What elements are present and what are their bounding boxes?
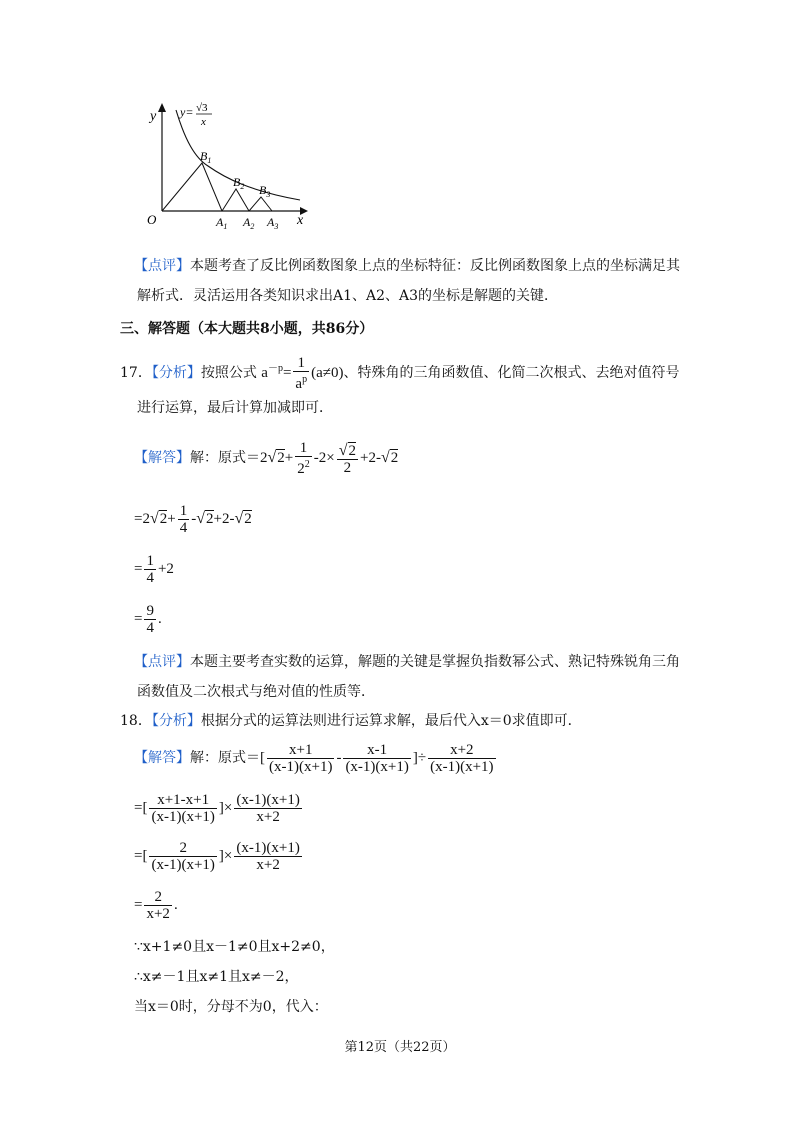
- label-B1: $B_1$: [200, 149, 212, 165]
- answer-tag: 【解答】: [134, 449, 190, 466]
- q17-comment-line1: [134, 652, 680, 672]
- label-A2: $A_2$: [243, 215, 255, 231]
- q16-comment-line2: [137, 286, 558, 306]
- answer-tag: 【解答】: [134, 749, 190, 766]
- section-heading: 三、解答题（本大题共8小题，共86分）: [120, 321, 374, 337]
- inverse-proportion-graph: [140, 100, 310, 235]
- q18-condition1: ∵x+1≠0且x－1≠0且x+2≠0，: [134, 939, 335, 955]
- answer-lead: 解：原式＝: [190, 749, 260, 766]
- q17-comment-line2: 函数值及二次根式与绝对值的性质等．: [137, 684, 375, 700]
- q18-condition2: ∴x≠－1且x≠1且x≠－2，: [134, 969, 299, 985]
- func-sqrt: √3: [196, 102, 208, 114]
- y-axis-label: y: [150, 109, 157, 124]
- comment-tag: 【点评】: [134, 258, 190, 274]
- q18-answer-step3: =[ $\frac{2}{(x-1)(x+1)}$ ]× $\frac{(x-1)(x+1)}{x+2}$: [134, 840, 300, 873]
- q17-answer-step1: [134, 440, 398, 477]
- func-label: y=: [180, 105, 194, 119]
- page-footer: 第12页（共22页）: [344, 1040, 456, 1055]
- question-number: 17．: [120, 364, 152, 381]
- analysis-tag: 【分析】: [151, 364, 201, 381]
- triangle-2: [222, 189, 249, 211]
- answer-lead: 解：原式＝: [190, 449, 260, 466]
- func-den: x: [201, 116, 206, 128]
- comment-text: 解析式．灵活运用各类知识求出A1、A2、A3的坐标是解题的关键．: [137, 288, 559, 304]
- q17-analysis-line1: [120, 355, 679, 392]
- q17-answer-step2: =2√2+ $\frac{1}{4}$ -√2+2-√2: [134, 503, 252, 536]
- q18-answer-step2: =[ $\frac{x+1-x+1}{(x-1)(x+1)}$ ]× $\frac{(x-1)(x+1)}{x+2}$: [134, 792, 300, 825]
- label-A3: $A_3$: [267, 215, 279, 231]
- analysis-text: 根据分式的运算法则进行运算求解，最后代入x＝0求值即可．: [200, 713, 582, 729]
- q18-condition3: 当x＝0时，分母不为0，代入：: [134, 999, 328, 1015]
- q18-answer-step1: [134, 742, 498, 775]
- math-expression: [ $\frac{x+1}{(x-1)(x+1)}$ - $\frac{x-1}{(x-1)(x+1)}$ ]÷ $\frac{x+2}{(x-1)(x+1)}$: [260, 742, 494, 775]
- neg-exponent-formula: $a^{-p}=$ $\frac{1}{a^p}$ (a≠0): [261, 355, 344, 392]
- q17-analysis-line2: 进行运算，最后计算加减即可．: [137, 400, 333, 416]
- analysis-text: 按照公式: [200, 364, 257, 381]
- origin-label: O: [147, 212, 157, 227]
- comment-text: 本题主要考查实数的运算，解题的关键是掌握负指数幂公式、熟记特殊锐角三角: [190, 654, 680, 670]
- q16-comment-line1: [134, 256, 680, 276]
- triangle-1: [162, 163, 222, 211]
- label-B3: $B_3$: [259, 183, 271, 199]
- math-expression: 2√2+ $\frac{1}{2^2}$ -2× $\frac{√2}{2}$ +2-√2: [260, 440, 399, 477]
- comment-tag: 【点评】: [134, 654, 190, 670]
- question-number: 18．: [120, 713, 152, 729]
- label-A1: $A_1$: [216, 215, 228, 231]
- analysis-tag: 【分析】: [151, 713, 201, 729]
- comment-text: 本题考查了反比例函数图象上点的坐标特征：反比例函数图象上点的坐标满足其: [190, 258, 680, 274]
- analysis-text: 、特殊角的三角函数值、化简二次根式、去绝对值符号: [343, 364, 680, 381]
- q17-answer-step4: = $\frac{9}{4}$ .: [134, 603, 162, 636]
- x-axis-label: x: [297, 213, 304, 228]
- triangle-3: [249, 197, 272, 211]
- q17-answer-step3: = $\frac{1}{4}$ +2: [134, 553, 174, 586]
- label-B2: $B_2$: [233, 175, 245, 191]
- y-axis-arrow: [158, 103, 166, 112]
- q18-analysis: [120, 710, 582, 730]
- q18-answer-step4: = $\frac{2}{x+2}$ .: [134, 889, 178, 922]
